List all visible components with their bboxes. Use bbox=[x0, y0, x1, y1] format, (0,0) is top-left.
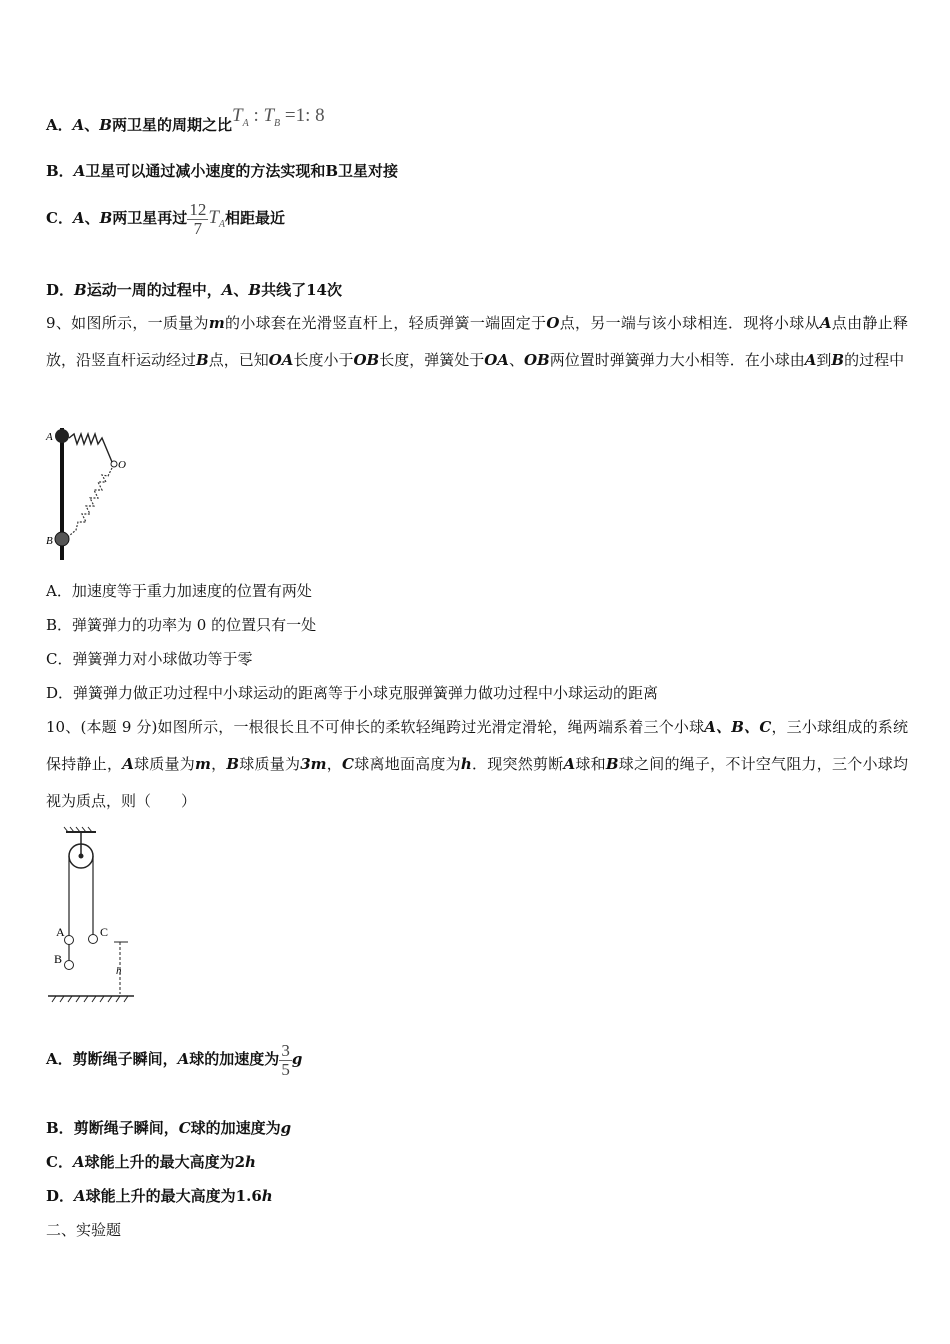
option-letter: C． bbox=[46, 209, 73, 227]
separator: 、 bbox=[84, 116, 100, 134]
q8-option-a bbox=[46, 105, 325, 143]
q9-stem bbox=[46, 305, 908, 379]
option-text: 卫星可以通过减小速度的方法实现和 bbox=[85, 162, 326, 180]
section-title: 二、实验题 bbox=[46, 1221, 122, 1239]
ground-hatch bbox=[52, 996, 128, 1002]
q10-option-d bbox=[46, 1186, 273, 1206]
sat-b: B bbox=[99, 209, 113, 227]
q9-option-d: D．弹簧弹力做正功过程中小球运动的距离等于小球克服弹簧弹力做功过程中小球运动的距离 bbox=[46, 684, 659, 702]
var-balls: A、B、C bbox=[704, 718, 772, 736]
var-ob: OB bbox=[523, 351, 550, 369]
separator: 、 bbox=[84, 209, 100, 227]
stem-text: 球质量为 bbox=[239, 755, 301, 773]
ratio-value: =1: 8 bbox=[280, 105, 325, 126]
sat-b: B bbox=[99, 116, 112, 134]
q8-option-c bbox=[46, 196, 285, 247]
option-letter: C． bbox=[46, 1153, 73, 1171]
q9-option-c: C．弹簧弹力对小球做功等于零 bbox=[46, 650, 253, 668]
var-oa: OA bbox=[484, 351, 509, 369]
stem-text: 点，已知 bbox=[208, 351, 269, 369]
separator: 、 bbox=[233, 281, 249, 299]
period-symbol-2: T bbox=[263, 105, 275, 126]
sat-a: A bbox=[73, 162, 86, 180]
stem-text: ，三小球组成的系统保持静止， bbox=[46, 718, 908, 773]
q9-option-b: B．弹簧弹力的功率为 0 的位置只有一处 bbox=[46, 616, 317, 634]
ball-a bbox=[55, 429, 69, 443]
period-symbol: T bbox=[232, 105, 243, 126]
stem-text: 的过程中 bbox=[844, 351, 905, 369]
var-a: A bbox=[563, 755, 576, 773]
ball-b bbox=[65, 961, 74, 970]
separator: 、 bbox=[508, 351, 524, 369]
period-symbol: T bbox=[208, 207, 219, 228]
q10-option-a bbox=[46, 1033, 302, 1085]
var-h: h bbox=[261, 1187, 273, 1205]
q10-figure-pulley bbox=[44, 826, 144, 1008]
var-a: A bbox=[122, 755, 134, 773]
numerator: 12 bbox=[189, 199, 207, 219]
var-b: B bbox=[226, 755, 240, 773]
sat-b: B bbox=[325, 162, 339, 180]
var-b: B bbox=[831, 351, 845, 369]
option-text-2: 共线了 bbox=[261, 281, 307, 299]
option-text: 两卫星再过 bbox=[112, 209, 188, 227]
q8-option-d bbox=[46, 280, 342, 300]
spring-lower bbox=[69, 468, 112, 536]
pivot-o bbox=[111, 461, 117, 467]
var-g: g bbox=[280, 1119, 292, 1137]
stem-text: ， bbox=[326, 755, 343, 773]
option-text: 球能上升的最大高度为 bbox=[84, 1153, 235, 1171]
var-ob: OB bbox=[353, 351, 380, 369]
numerator: 3 bbox=[281, 1040, 290, 1060]
count: 14 bbox=[306, 281, 327, 299]
option-text: 剪断绳子瞬间， bbox=[73, 1119, 179, 1137]
option-text: 球能上升的最大高度为 bbox=[85, 1187, 236, 1205]
label-a: A bbox=[46, 431, 53, 443]
label-c: C bbox=[100, 925, 109, 939]
ball-c bbox=[89, 935, 98, 944]
denominator: 7 bbox=[193, 218, 203, 238]
option-text-2: 相距最近 bbox=[225, 209, 286, 227]
var-m: m bbox=[195, 755, 211, 773]
sat-a: A bbox=[72, 116, 85, 134]
stem-text: 球之间的绳子，不计空气阻力，三个小球均视为质点，则（ ） bbox=[46, 755, 908, 810]
var-g: g bbox=[291, 1050, 303, 1068]
option-letter: D． bbox=[46, 281, 75, 299]
stem-text: 的小球套在光滑竖直杆上，轻质弹簧一端固定于 bbox=[224, 314, 547, 332]
stem-text: 到 bbox=[816, 351, 832, 369]
var-o: O bbox=[546, 314, 560, 332]
stem-text: 点由静止释放，沿竖直杆运动经过 bbox=[46, 314, 908, 369]
label-b: B bbox=[54, 952, 63, 966]
option-text-3: 次 bbox=[326, 281, 342, 299]
option-text-2: 球的加速度为 bbox=[189, 1050, 280, 1068]
option-letter: B． bbox=[46, 162, 74, 180]
q8-option-b bbox=[46, 161, 398, 181]
q10-option-b bbox=[46, 1118, 291, 1138]
label-a: A bbox=[56, 925, 65, 939]
option-text-2: 球的加速度为 bbox=[190, 1119, 281, 1137]
sat-a: A bbox=[221, 281, 234, 299]
denominator: 5 bbox=[281, 1059, 290, 1079]
ratio-colon: : bbox=[248, 105, 264, 126]
var-h: h bbox=[460, 755, 472, 773]
var-m: m bbox=[208, 314, 225, 332]
label-b: B bbox=[46, 535, 53, 547]
option-letter: A． bbox=[46, 1050, 73, 1068]
option-letter: A． bbox=[46, 116, 73, 134]
stem-text: 10、(本题 9 分)如图所示，一根很长且不可伸长的柔软轻绳跨过光滑定滑轮，绳两端系着三个小球 bbox=[46, 718, 705, 736]
option-letter: D． bbox=[46, 1187, 75, 1205]
stem-text: 长度，弹簧处于 bbox=[379, 351, 485, 369]
subscript-b: B bbox=[274, 117, 281, 129]
q9-option-a: A．加速度等于重力加速度的位置有两处 bbox=[46, 582, 312, 600]
var-a: A bbox=[804, 351, 817, 369]
sat-b-2: B bbox=[248, 281, 262, 299]
ball-b bbox=[55, 532, 69, 546]
value: 2 bbox=[234, 1153, 246, 1171]
var-c: C bbox=[178, 1119, 191, 1137]
fraction-3-5 bbox=[279, 1042, 292, 1079]
var-a: A bbox=[177, 1050, 190, 1068]
ball-a bbox=[65, 936, 74, 945]
option-text-2: 卫星对接 bbox=[338, 162, 399, 180]
label-o: O bbox=[118, 459, 126, 471]
stem-text: 球离地面高度为 bbox=[354, 755, 461, 773]
sat-b: B bbox=[74, 281, 87, 299]
stem-text: ， bbox=[210, 755, 227, 773]
subscript-a: A bbox=[242, 117, 249, 129]
option-text: 剪断绳子瞬间， bbox=[72, 1050, 178, 1068]
option-letter: B． bbox=[46, 1119, 74, 1137]
option-text: 运动一周的过程中， bbox=[86, 281, 222, 299]
stem-text: 球质量为 bbox=[133, 755, 196, 773]
pulley-axle bbox=[79, 854, 84, 859]
var-b: B bbox=[605, 755, 619, 773]
label-h: h bbox=[116, 965, 122, 977]
option-text: 两卫星的周期之比 bbox=[111, 116, 232, 134]
var-oa: OA bbox=[268, 351, 294, 369]
q10-option-c bbox=[46, 1152, 256, 1172]
subscript-a: A bbox=[218, 219, 225, 230]
var-c: C bbox=[342, 755, 354, 773]
spring-upper bbox=[69, 434, 112, 462]
stem-text: 球和 bbox=[575, 755, 606, 773]
stem-text: 点，另一端与该小球相连．现将小球从 bbox=[559, 314, 820, 332]
var-3m: 3m bbox=[300, 755, 327, 773]
sat-a: A bbox=[72, 209, 85, 227]
period-ratio bbox=[232, 104, 325, 129]
var-h: h bbox=[245, 1153, 256, 1171]
stem-text: 9、如图所示，一质量为 bbox=[46, 314, 209, 332]
stem-text: ．现突然剪断 bbox=[471, 755, 564, 773]
value: 1.6 bbox=[235, 1187, 262, 1205]
var-a: A bbox=[819, 314, 832, 332]
stem-text: 长度小于 bbox=[293, 351, 354, 369]
fraction-12-7 bbox=[187, 201, 208, 238]
q9-figure-spring-rod bbox=[40, 420, 140, 570]
q10-stem bbox=[46, 709, 908, 820]
var-a: A bbox=[74, 1187, 86, 1205]
stem-text: 两位置时弹簧弹力大小相等．在小球由 bbox=[549, 351, 805, 369]
var-a: A bbox=[72, 1153, 85, 1171]
var-b: B bbox=[196, 351, 209, 369]
